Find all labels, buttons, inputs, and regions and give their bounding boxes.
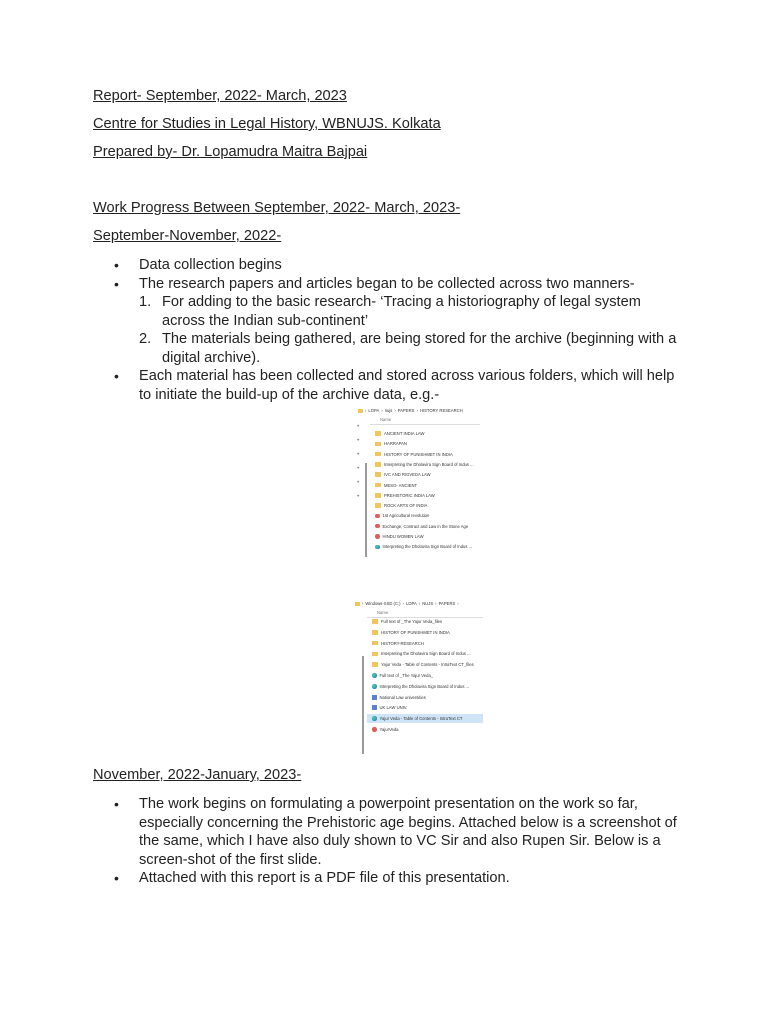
- list-number: 1.: [139, 294, 152, 310]
- breadcrumb-item: LOPA: [368, 408, 380, 413]
- file-row[interactable]: [370, 491, 480, 500]
- folder-icon: [355, 602, 360, 606]
- file-row[interactable]: [370, 511, 480, 520]
- breadcrumb-item: PAPERS: [397, 408, 415, 413]
- file-row[interactable]: [367, 649, 483, 658]
- file-name: Full text of _The Yajur Veda_files: [381, 619, 443, 624]
- list-item: [139, 330, 683, 367]
- file-explorer-screenshot-2: [353, 598, 483, 755]
- edge-browser-icon: [375, 545, 380, 550]
- scrollbar: [365, 463, 367, 557]
- subheading-nov-jan: November, 2022-January, 2023-: [93, 767, 302, 783]
- divider: [370, 424, 480, 425]
- navigation-pane: [353, 608, 365, 755]
- file-row[interactable]: [370, 460, 480, 469]
- file-name: ROCK ARTS OF INDIA: [384, 503, 428, 509]
- chevron-right-icon: ›: [394, 408, 396, 413]
- column-header-name: Name: [380, 417, 392, 422]
- breadcrumb-item: nujs: [384, 408, 393, 413]
- report-title: Report- September, 2022- March, 2023: [93, 88, 347, 104]
- file-name: HARRAPAN: [384, 441, 407, 447]
- folder-icon: [375, 493, 381, 498]
- file-row[interactable]: [367, 628, 483, 637]
- subheading-sep-nov: September-November, 2022-: [93, 228, 282, 244]
- pin-icon: ⌖: [357, 465, 360, 470]
- file-row[interactable]: [370, 470, 480, 479]
- file-name: UK LAW UNIV.: [379, 705, 408, 711]
- chevron-right-icon: ›: [435, 601, 437, 606]
- chevron-right-icon: ›: [362, 601, 364, 606]
- file-name: Yajur Veda - Table of Contents - IntraText CT_files: [381, 662, 474, 668]
- list-item: [93, 256, 683, 275]
- pin-icon: ⌖: [357, 451, 360, 456]
- scrollbar: [362, 656, 364, 754]
- list-item: [93, 869, 683, 888]
- bullet-text: Attached with this report is a PDF file of this presentation.: [139, 870, 510, 886]
- chevron-right-icon: ›: [416, 408, 418, 413]
- file-row[interactable]: [370, 542, 480, 551]
- file-row[interactable]: [367, 617, 483, 626]
- file-name: IVC AND RIGVEDA LAW: [384, 472, 431, 478]
- file-row[interactable]: [370, 522, 480, 531]
- file-name: HINDU WOMEN LAW: [382, 534, 424, 539]
- bullet-text: Each material has been collected and stored across various folders, which will help to initiate the build-up of the archive data, e.g.-: [139, 368, 675, 403]
- centre-name: Centre for Studies in Legal History, WBNUJS. Kolkata: [93, 116, 441, 132]
- file-row[interactable]: [370, 429, 480, 438]
- section-heading-work-progress: Work Progress Between September, 2022- March, 2023-: [93, 200, 461, 216]
- list-item: [93, 367, 683, 404]
- folder-icon: [372, 619, 378, 624]
- bullet-list-1: [93, 256, 683, 404]
- file-name: MESO- ANCIENT: [384, 482, 418, 488]
- bullet-text: The research papers and articles began to be collected across two manners-: [139, 275, 635, 292]
- sub-item-text: The materials being gathered, are being stored for the archive (beginning with a digital archive).: [162, 331, 677, 366]
- chevron-right-icon: ›: [418, 601, 421, 606]
- file-name: Interpreting the Dholavira Sign Board of Indus ...: [382, 544, 473, 550]
- file-row[interactable]: [367, 725, 483, 734]
- chevron-right-icon: ›: [381, 408, 383, 413]
- list-item: [93, 795, 683, 869]
- bullet-text: The work begins on formulating a powerpoint presentation on the work so far, especially concerning the Prehistoric age begins. Attached below is a screenshot of the same, which I have also duly shown to VC Sir and also Rupen Sir. Below is a screen-shot of the first slide.: [139, 796, 677, 868]
- bullet-list-2: [93, 795, 683, 888]
- folder-icon: [372, 641, 378, 646]
- chevron-right-icon: ›: [457, 601, 459, 606]
- file-row[interactable]: [367, 703, 483, 712]
- file-name: Full text of _The Yajur Veda_: [379, 673, 434, 678]
- file-name: ANCIENT INDIA LAW: [384, 431, 425, 436]
- list-number: 2.: [139, 331, 152, 347]
- chevron-right-icon: ›: [365, 408, 367, 413]
- bullet-text: Data collection begins: [139, 257, 282, 273]
- breadcrumb-item: HISTORY RESEARCH: [419, 408, 463, 413]
- folder-icon: [372, 662, 378, 667]
- file-row[interactable]: [370, 481, 480, 490]
- document-icon: [372, 705, 377, 710]
- edge-browser-icon: [372, 684, 377, 689]
- sub-item-text: For adding to the basic research- ‘Tracing a historiography of legal system across the Indian sub-continent’: [162, 294, 641, 329]
- file-name: Yajur Veda - Table of Contents - IntraText CT: [379, 716, 463, 722]
- document-icon: [372, 695, 377, 700]
- folder-icon: [372, 652, 378, 657]
- prepared-by: Prepared by- Dr. Lopamudra Maitra Bajpai: [93, 144, 368, 160]
- pdf-file-icon: [375, 524, 380, 529]
- folder-icon: [358, 409, 363, 413]
- breadcrumb-item: Windows-SSD (C:): [365, 601, 401, 606]
- file-name: 1st Agricultural revolution: [382, 513, 430, 519]
- list-item: [139, 293, 683, 330]
- edge-browser-icon: [372, 673, 377, 678]
- file-name: HISTORY OF PUNISHMET IN INDIA: [384, 451, 453, 457]
- file-row[interactable]: [367, 714, 483, 723]
- chevron-right-icon: ›: [402, 601, 404, 606]
- breadcrumb: [358, 407, 480, 414]
- file-row[interactable]: [367, 639, 483, 648]
- file-name: HISTORY OF PUNISHMET IN INDIA: [381, 629, 450, 635]
- file-name: Exchange, Contract and Law in the Stone Age: [382, 523, 469, 529]
- breadcrumb-item: NUJS: [422, 601, 434, 606]
- file-row[interactable]: [367, 660, 483, 669]
- file-row[interactable]: [367, 693, 483, 702]
- file-name: Interpreting the Dholavira Sign Board of Indus ...: [384, 461, 474, 467]
- pin-icon: ⌖: [357, 493, 360, 498]
- numbered-sublist: [139, 293, 683, 367]
- pdf-file-icon: [375, 514, 380, 519]
- file-name: YajurVeda: [379, 727, 399, 732]
- file-name: PREHISTORIC INDIA LAW: [384, 492, 435, 498]
- folder-icon: [372, 630, 378, 635]
- file-name: Interpreting the Dholavira Sign Board of Indus ...: [381, 651, 471, 657]
- pdf-file-icon: [372, 727, 377, 732]
- breadcrumb-item: PAPERS: [438, 601, 456, 606]
- file-name: Interpreting the Dholavira Sign Board of Indus ...: [379, 683, 470, 689]
- folder-icon: [375, 472, 381, 477]
- folder-icon: [375, 452, 381, 457]
- file-row[interactable]: [370, 532, 480, 541]
- file-row[interactable]: [370, 501, 480, 510]
- file-row[interactable]: [367, 671, 483, 680]
- pin-icon: ⌖: [357, 423, 360, 428]
- pdf-file-icon: [375, 534, 380, 539]
- breadcrumb: [355, 600, 483, 607]
- file-row[interactable]: [367, 682, 483, 691]
- folder-icon: [375, 442, 381, 447]
- file-name: HISTORY-RESEARCH: [381, 640, 424, 646]
- file-explorer-screenshot-1: [356, 405, 480, 560]
- file-row[interactable]: [370, 450, 480, 459]
- folder-icon: [375, 503, 381, 508]
- column-header-name: Name: [377, 610, 389, 615]
- breadcrumb-item: LOPA: [405, 601, 417, 606]
- navigation-pane: [356, 415, 368, 560]
- folder-icon: [375, 462, 381, 467]
- pin-icon: ⌖: [357, 479, 360, 484]
- list-item: [93, 275, 683, 368]
- file-row[interactable]: [370, 439, 480, 448]
- pin-icon: ⌖: [357, 437, 360, 442]
- folder-icon: [375, 431, 381, 436]
- folder-icon: [375, 483, 381, 488]
- edge-browser-icon: [372, 716, 377, 721]
- file-name: National Law universities: [379, 694, 426, 700]
